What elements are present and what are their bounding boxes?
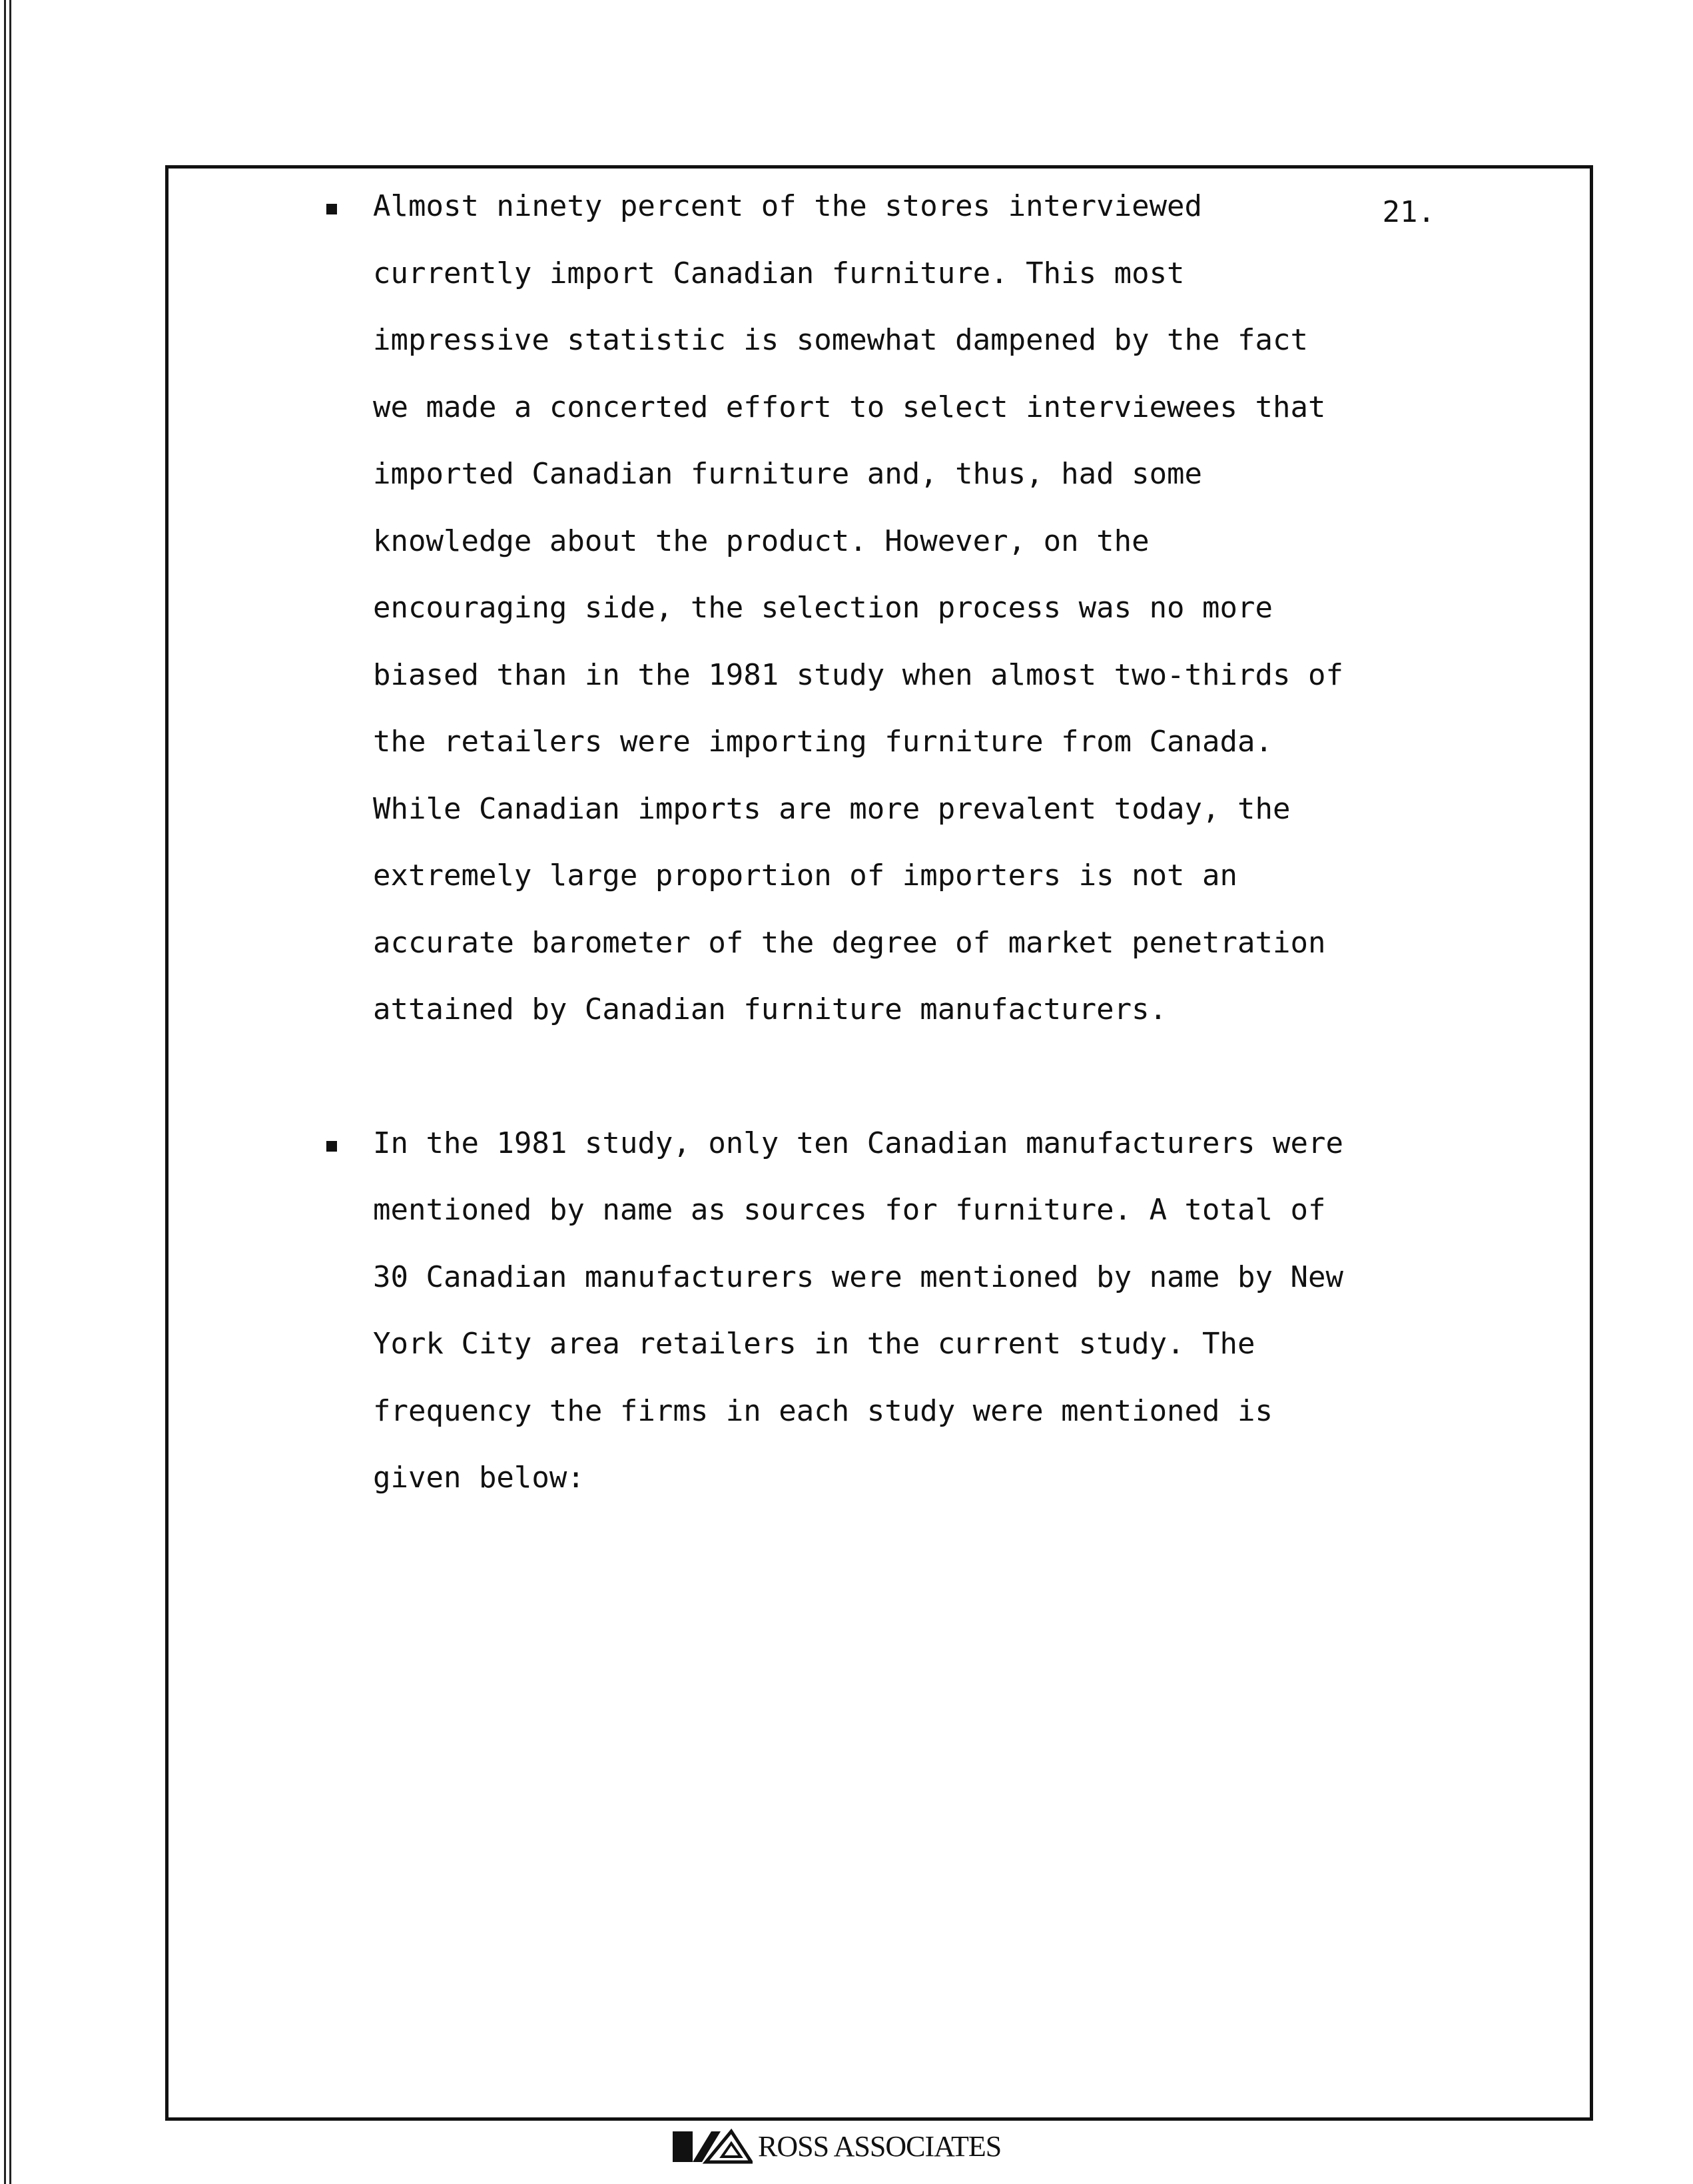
- page-number: 21.: [1382, 195, 1435, 229]
- ross-associates-logo-icon: [673, 2127, 753, 2165]
- square-bullet-icon: [326, 1141, 337, 1152]
- bullet-text: In the 1981 study, only ten Canadian manufacturers were mentioned by name as sources for furniture. A total of 30 Canadian manufacturers were mentioned by name by New York City area retailers in the current study. The frequency the firms in each study were mentioned is given below:: [373, 1126, 1343, 1495]
- company-name: ROSS ASSOCIATES: [758, 2129, 1002, 2163]
- bullet-item: [373, 173, 1399, 1044]
- footer-logo: [673, 2126, 1001, 2166]
- document-body: [373, 173, 1399, 1579]
- binding-edge: [0, 0, 20, 2184]
- binding-line: [9, 0, 11, 2184]
- square-bullet-icon: [326, 204, 337, 214]
- bullet-text: Almost ninety percent of the stores interviewed currently import Canadian furniture. This most impressive statistic is somewhat dampened by the fact we made a concerted effort to select interviewees that imported Canadian furniture and, thus, had some knowledge about the product. However, on the encouraging side, the selection process was no more biased than in the 1981 study when almost two-thirds of the retailers were importing furniture from Canada. While Canadian imports are more prevalent today, the extremely large proportion of importers is not an accurate barometer of the degree of market penetration attained by Canadian furniture manufacturers.: [373, 189, 1343, 1026]
- bullet-item: [373, 1110, 1399, 1512]
- binding-line: [4, 0, 6, 2184]
